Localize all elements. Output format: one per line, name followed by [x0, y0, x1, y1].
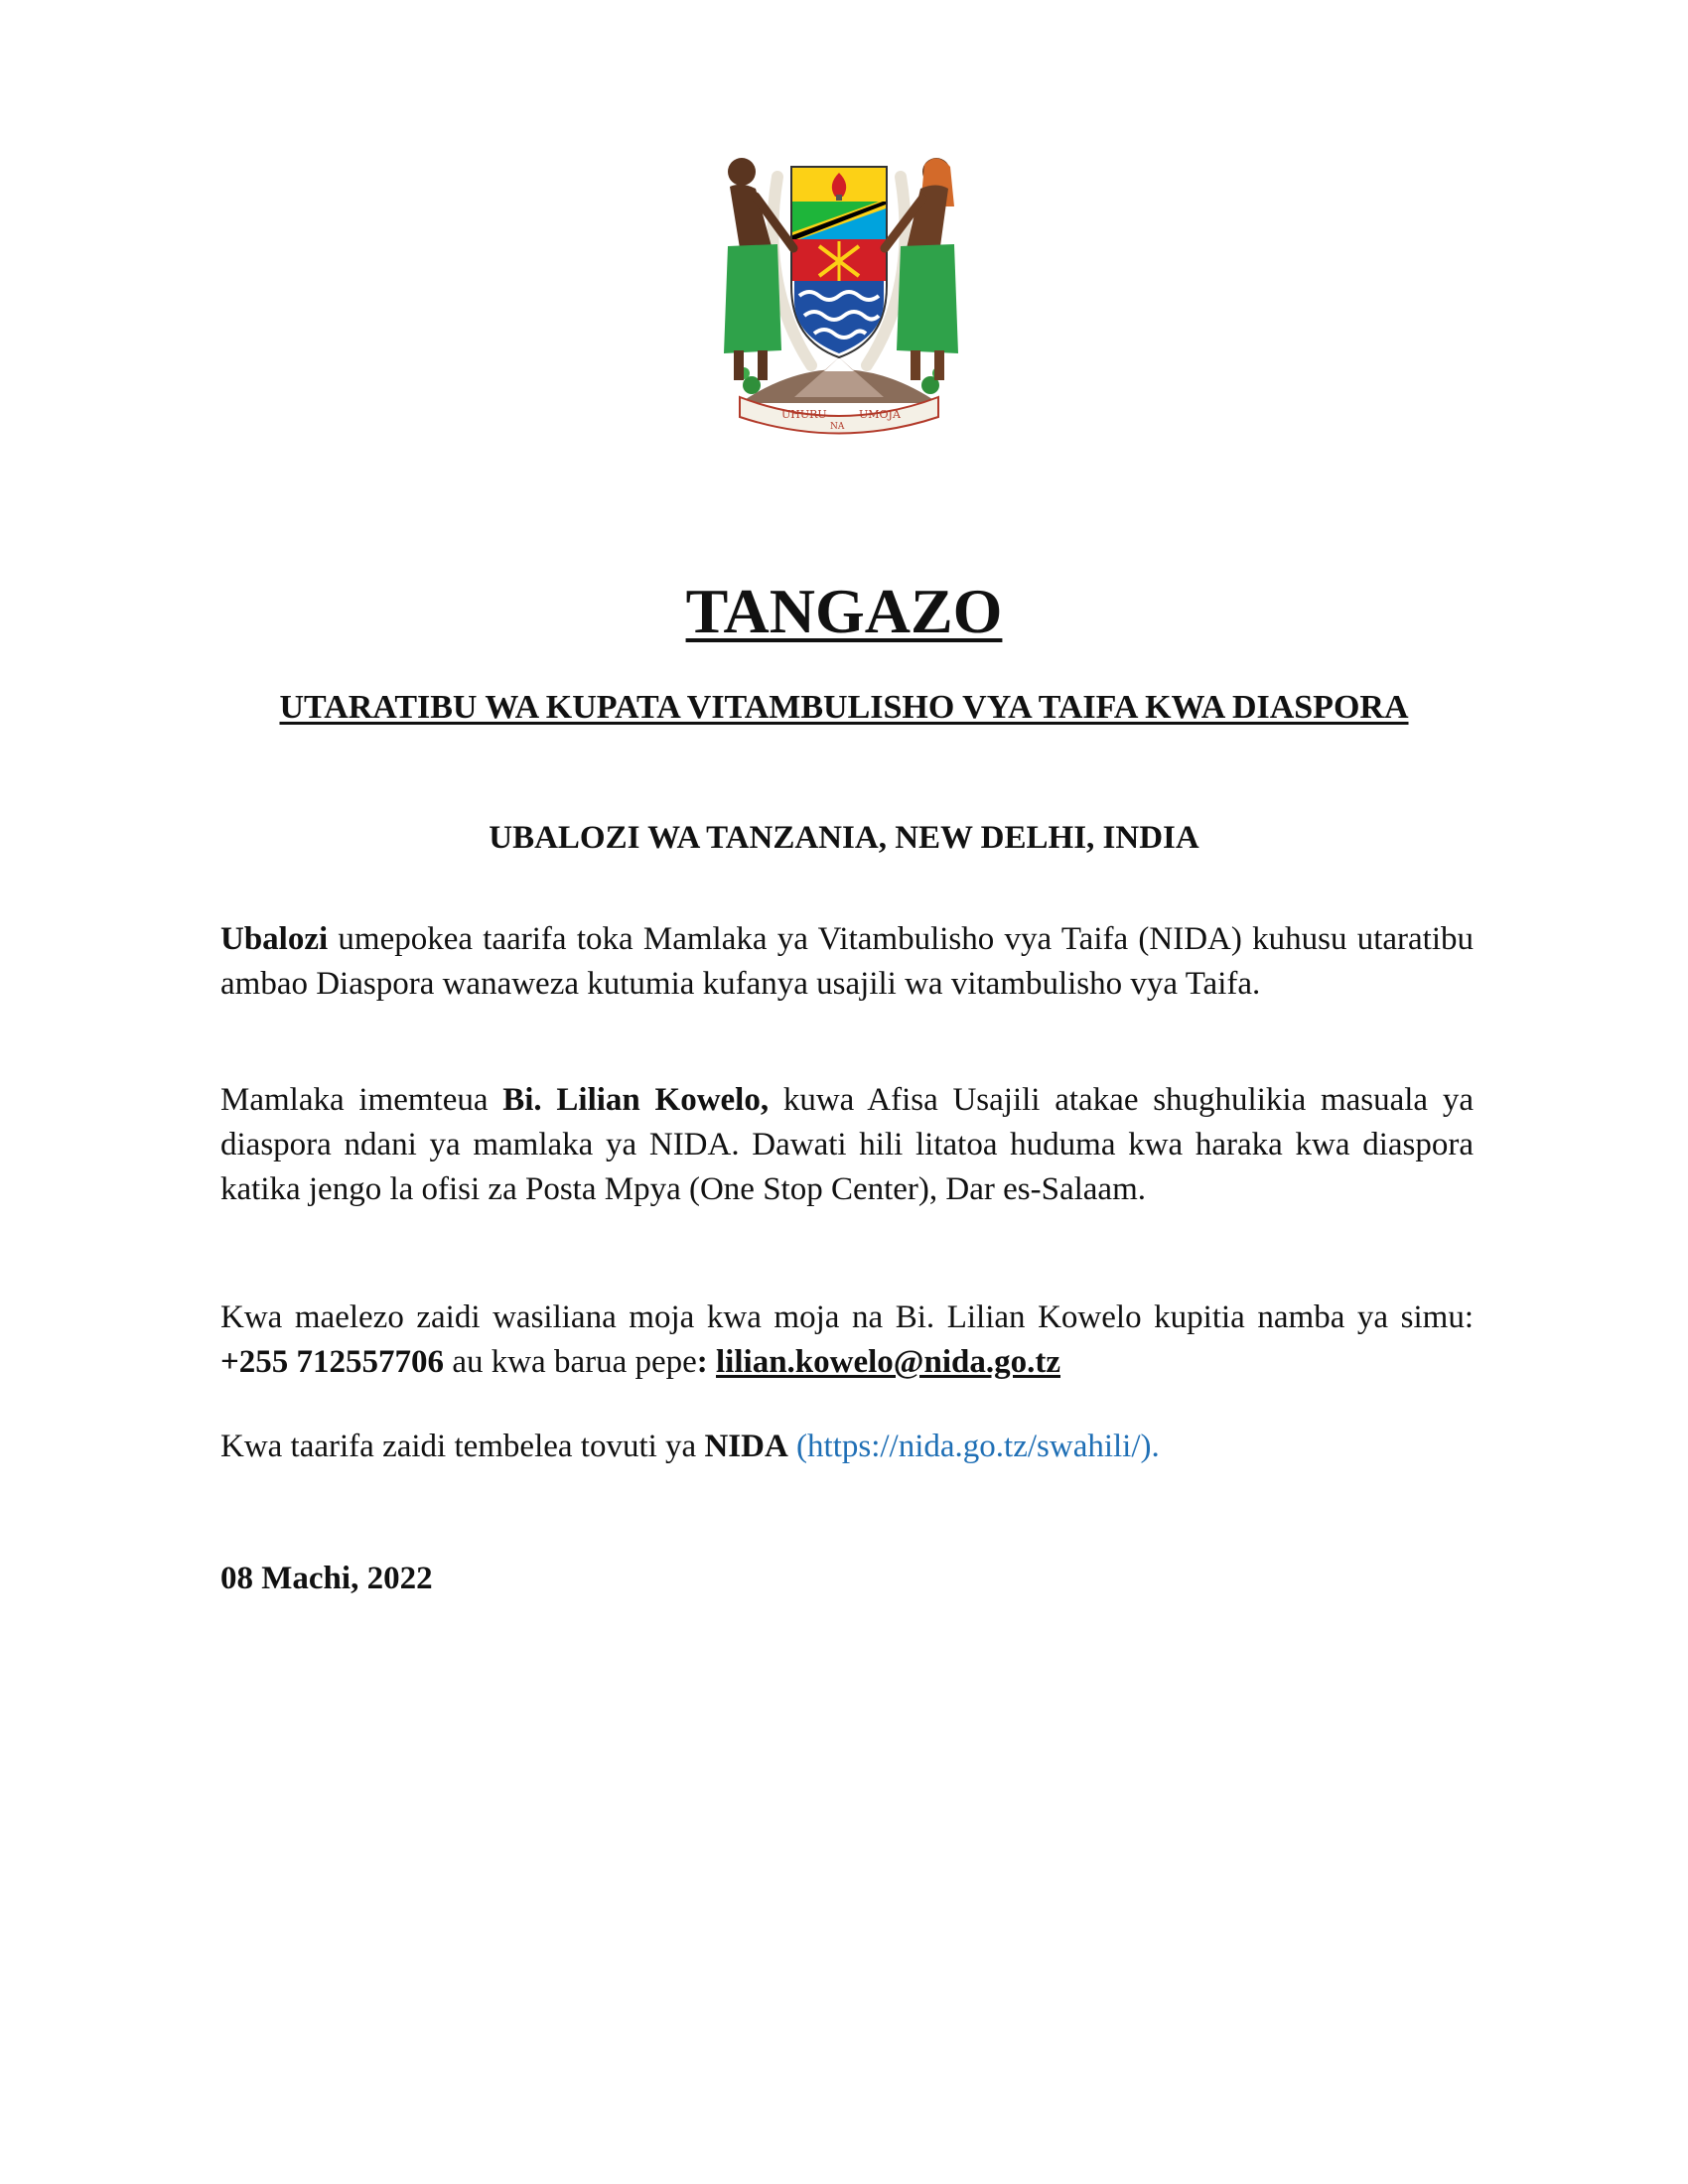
intro-bold-lead: Ubalozi	[220, 921, 329, 957]
coat-of-arms-emblem	[700, 137, 978, 432]
paragraph-intro	[220, 917, 1474, 1007]
website-text-b	[788, 1429, 796, 1464]
coat-of-arms-graphic	[700, 137, 978, 432]
paragraph-contact	[220, 1296, 1474, 1385]
officer-name: Bi. Lilian Kowelo,	[502, 1082, 770, 1118]
embassy-heading: UBALOZI WA TANZANIA, NEW DELHI, INDIA	[489, 820, 1199, 856]
motto-word-left: UHURU	[781, 408, 827, 421]
document-date: 08 Machi, 2022	[220, 1561, 433, 1596]
page-title: TANGAZO	[685, 576, 1003, 646]
email-link[interactable]: lilian.kowelo@nida.go.tz	[716, 1344, 1060, 1380]
appointment-text-a: Mamlaka imemteua	[220, 1082, 503, 1118]
document-subtitle: UTARATIBU WA KUPATA VITAMBULISHO VYA TAIFA KWA DIASPORA	[279, 689, 1409, 726]
contact-text-a: Kwa maelezo zaidi wasiliana moja kwa moja na Bi. Lilian Kowelo kupitia namba ya simu:	[220, 1299, 1474, 1335]
nida-bold: NIDA	[704, 1429, 788, 1464]
intro-text: umepokea taarifa toka Mamlaka ya Vitambulisho vya Taifa (NIDA) kuhusu utaratibu ambao Diaspora wanaweza kutumia kufanya usajili wa vitambulisho vya Taifa.	[220, 921, 1474, 1002]
website-link[interactable]: (https://nida.go.tz/swahili/).	[796, 1429, 1160, 1464]
website-text-a: Kwa taarifa zaidi tembelea tovuti ya	[220, 1429, 705, 1464]
motto-word-right: UMOJA	[859, 408, 901, 421]
phone-number: +255 712557706	[220, 1344, 445, 1380]
contact-colon: :	[696, 1344, 717, 1380]
paragraph-website	[220, 1425, 1474, 1469]
appointment-text-b: kuwa Afisa Usajili atakae shughulikia masuala ya diaspora ndani ya mamlaka ya NIDA. Dawati hili litatoa huduma kwa haraka kwa diaspora katika jengo la ofisi za Posta Mpya (One Stop Center), Dar es-Salaam.	[220, 1082, 1474, 1207]
motto-word-mid: NA	[830, 422, 845, 432]
contact-text-b: au kwa barua pepe	[444, 1344, 697, 1380]
paragraph-appointment	[220, 1078, 1474, 1212]
